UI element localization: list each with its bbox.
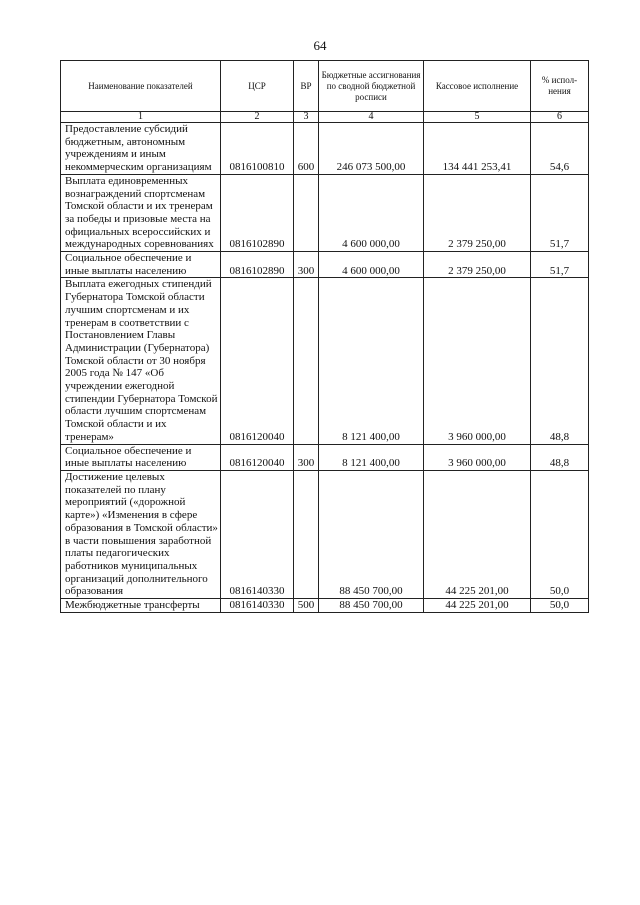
csr-code: 0816140330 bbox=[221, 599, 294, 613]
column-number: 4 bbox=[319, 112, 424, 123]
csr-code: 0816102890 bbox=[221, 174, 294, 251]
header-indicator-name: Наименование показателей bbox=[61, 61, 221, 112]
vr-code: 300 bbox=[294, 444, 319, 470]
budget-amount: 246 073 500,00 bbox=[319, 123, 424, 175]
budget-amount: 4 600 000,00 bbox=[319, 252, 424, 278]
table-row bbox=[61, 444, 589, 470]
header-execution: Кассовое исполнение bbox=[424, 61, 531, 112]
column-number: 5 bbox=[424, 112, 531, 123]
execution-percent: 48,8 bbox=[531, 444, 589, 470]
csr-code: 0816120040 bbox=[221, 278, 294, 444]
table-row bbox=[61, 470, 589, 598]
execution-percent: 51,7 bbox=[531, 174, 589, 251]
header-vr: ВР bbox=[294, 61, 319, 112]
table-row bbox=[61, 252, 589, 278]
vr-code bbox=[294, 470, 319, 598]
indicator-name: Достижение целевых показателей по плану мероприятий («дорожной карте») «Изменения в сфере образования в Томской области» в части повышения заработной платы педагогических работников муниципальных организаций дополнительного образования bbox=[61, 470, 221, 598]
execution-percent: 51,7 bbox=[531, 252, 589, 278]
execution-percent: 48,8 bbox=[531, 278, 589, 444]
execution-amount: 134 441 253,41 bbox=[424, 123, 531, 175]
header-csr: ЦСР bbox=[221, 61, 294, 112]
page-number: 64 bbox=[313, 38, 327, 53]
header-budget: Бюджетные ассигнования по сводной бюджетной росписи bbox=[319, 61, 424, 112]
indicator-name: Социальное обеспечение и иные выплаты населению bbox=[61, 444, 221, 470]
vr-code: 300 bbox=[294, 252, 319, 278]
csr-code: 0816100810 bbox=[221, 123, 294, 175]
column-number: 6 bbox=[531, 112, 589, 123]
execution-amount: 3 960 000,00 bbox=[424, 444, 531, 470]
column-number-row bbox=[61, 112, 589, 123]
execution-amount: 44 225 201,00 bbox=[424, 599, 531, 613]
budget-amount: 8 121 400,00 bbox=[319, 278, 424, 444]
column-number: 2 bbox=[221, 112, 294, 123]
vr-code bbox=[294, 174, 319, 251]
budget-amount: 8 121 400,00 bbox=[319, 444, 424, 470]
csr-code: 0816140330 bbox=[221, 470, 294, 598]
execution-amount: 3 960 000,00 bbox=[424, 278, 531, 444]
table-row bbox=[61, 123, 589, 175]
indicator-name: Выплата ежегодных стипендий Губернатора Томской области лучшим спортсменам и их тренерам в соответствии с Постановлением Главы Администрации (Губернатора) Томской области от 30 ноября 2005 года № 147 «Об учреждении ежегодной стипендии Губернатора Томской области лучшим спортсменам Томской области и их тренерам» bbox=[61, 278, 221, 444]
vr-code: 500 bbox=[294, 599, 319, 613]
table-row bbox=[61, 174, 589, 251]
indicator-name: Социальное обеспечение и иные выплаты населению bbox=[61, 252, 221, 278]
vr-code bbox=[294, 278, 319, 444]
execution-percent: 50,0 bbox=[531, 470, 589, 598]
indicator-name: Выплата единовременных вознаграждений спортсменам Томской области и их тренерам за победы и призовые места на официальных всероссийских и международных соревнованиях bbox=[61, 174, 221, 251]
table-row bbox=[61, 599, 589, 613]
budget-execution-table bbox=[60, 60, 589, 613]
budget-amount: 88 450 700,00 bbox=[319, 599, 424, 613]
execution-amount: 2 379 250,00 bbox=[424, 174, 531, 251]
indicator-name: Предоставление субсидий бюджетным, автономным учреждениям и иным некоммерческим организациям bbox=[61, 123, 221, 175]
execution-amount: 2 379 250,00 bbox=[424, 252, 531, 278]
csr-code: 0816120040 bbox=[221, 444, 294, 470]
execution-amount: 44 225 201,00 bbox=[424, 470, 531, 598]
column-number: 3 bbox=[294, 112, 319, 123]
table-header-row bbox=[61, 61, 589, 112]
csr-code: 0816102890 bbox=[221, 252, 294, 278]
budget-amount: 4 600 000,00 bbox=[319, 174, 424, 251]
vr-code: 600 bbox=[294, 123, 319, 175]
header-percent: % испол-нения bbox=[531, 61, 589, 112]
column-number: 1 bbox=[61, 112, 221, 123]
indicator-name: Межбюджетные трансферты bbox=[61, 599, 221, 613]
budget-amount: 88 450 700,00 bbox=[319, 470, 424, 598]
execution-percent: 54,6 bbox=[531, 123, 589, 175]
execution-percent: 50,0 bbox=[531, 599, 589, 613]
table-row bbox=[61, 278, 589, 444]
